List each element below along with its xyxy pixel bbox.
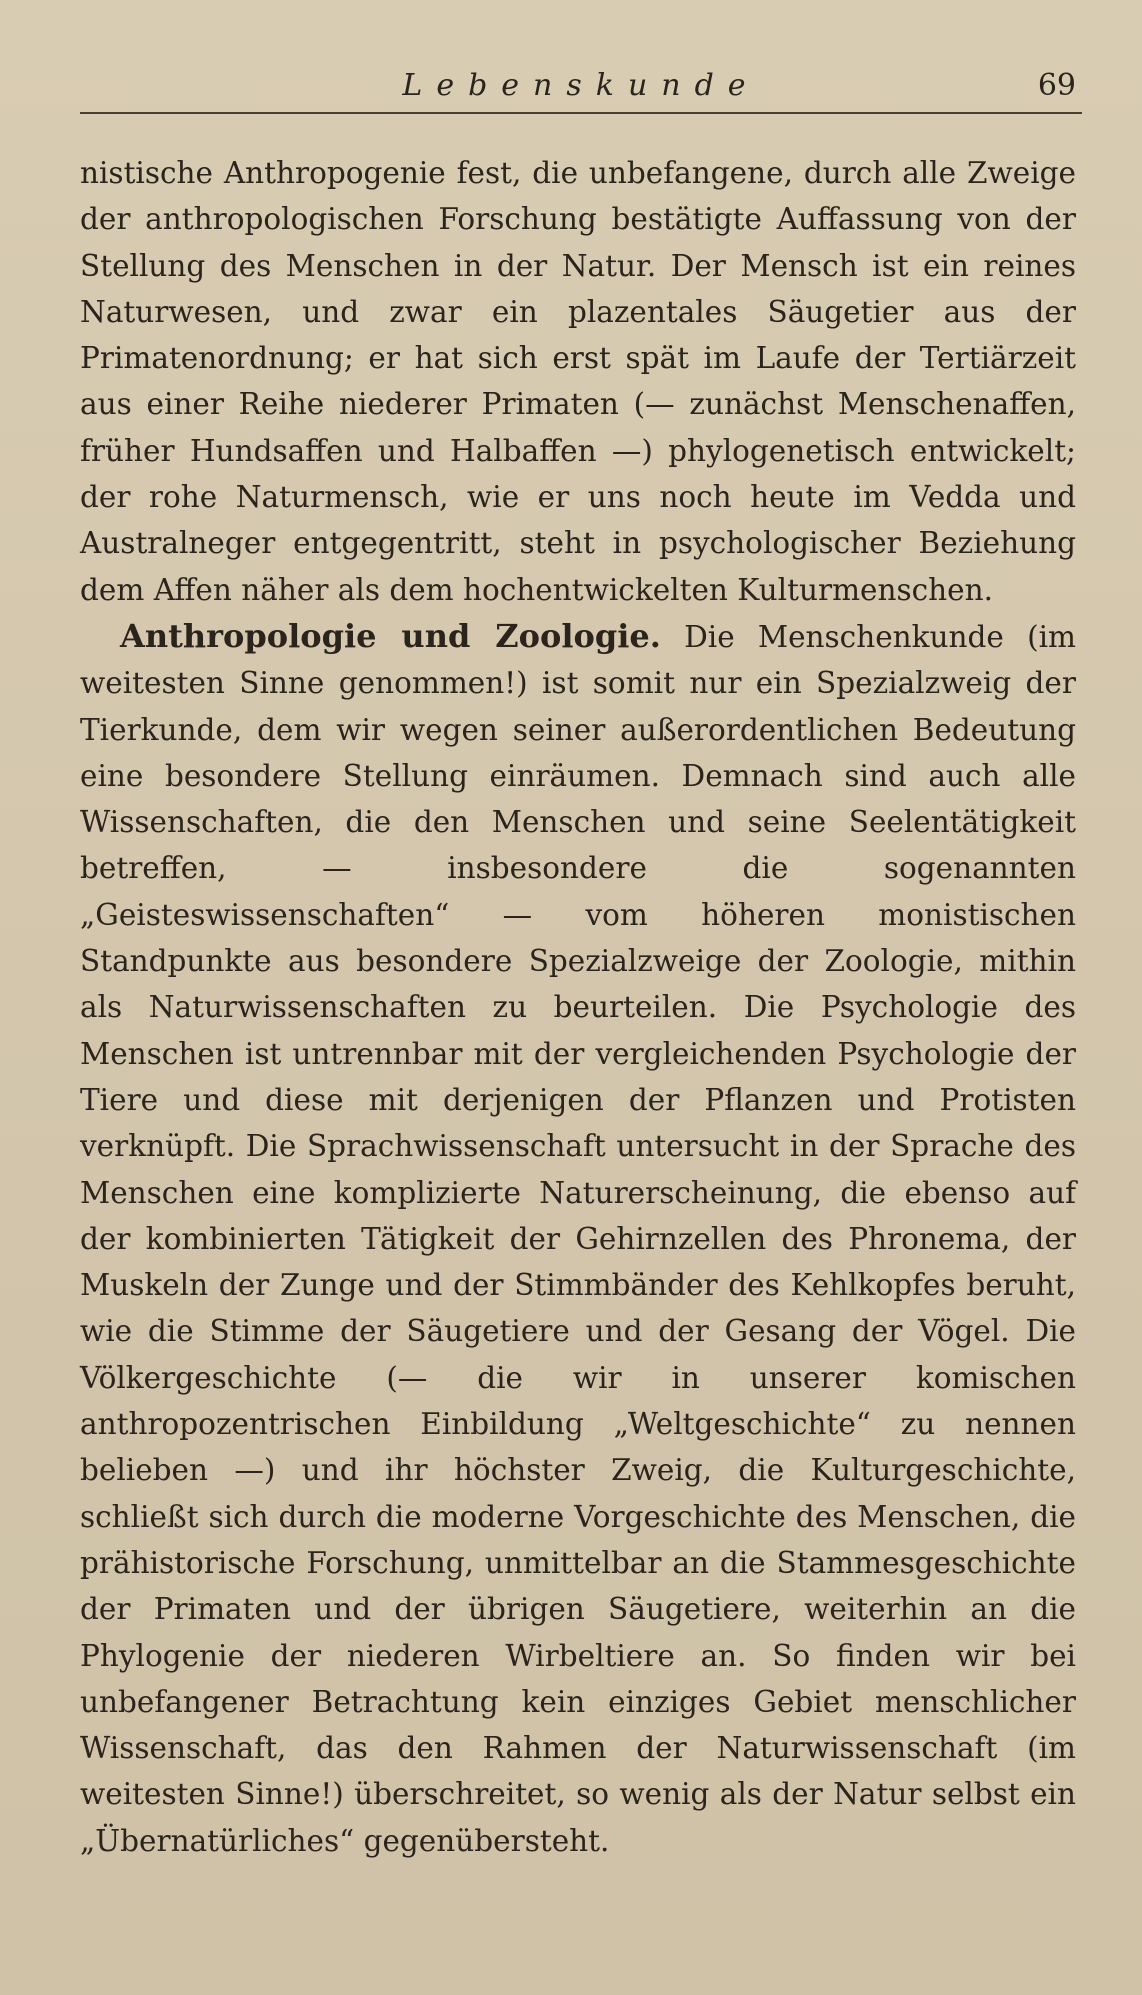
page-header [80,62,1082,114]
paragraph [80,150,1076,613]
paragraph-text: Die Menschenkunde (im weitesten Sinne genommen!) ist somit nur ein Spezialzweig der Tierkunde, dem wir wegen seiner außerordentlichen Bedeutung eine besondere Stellung einräumen. Demnach sind auch alle Wissenschaften, die den Menschen und seine Seelentätigkeit betreffen, — insbesondere die sogenannten „Geisteswissenschaften“ — vom höheren monistischen Standpunkte aus besondere Spezialzweige der Zoologie, mithin als Naturwissenschaften zu beurteilen. Die Psychologie des Menschen ist untrennbar mit der vergleichenden Psychologie der Tiere und diese mit derjenigen der Pflanzen und Protisten verknüpft. Die Sprachwissenschaft untersucht in der Sprache des Menschen eine komplizierte Naturerscheinung, die ebenso auf der kombinierten Tätigkeit der Gehirnzellen des Phronema, der Muskeln der Zunge und der Stimmbänder des Kehlkopfes beruht, wie die Stimme der Säugetiere und der Gesang der Vögel. Die Völkergeschichte (— die wir in unserer komischen anthropozentrischen Einbildung „Weltgeschichte“ zu nennen belieben —) und ihr höchster Zweig, die Kulturgeschichte, schließt sich durch die moderne Vorgeschichte des Menschen, die prähistorische Forschung, unmittelbar an die Stammesgeschichte der Primaten und der übrigen Säugetiere, weiterhin an die Phylogenie der niederen Wirbeltiere an. So finden wir bei unbefangener Betrachtung kein einziges Gebiet menschlicher Wissenschaft, das den Rahmen der Naturwissenschaft (im weitesten Sinne!) überschreitet, so wenig als der Natur selbst ein „Übernatürliches“ gegenübersteht. [80,619,1076,1858]
page-body [80,150,1076,1864]
paragraph-text: nistische Anthropogenie fest, die unbefangene, durch alle Zweige der anthropologischen Forschung bestätigte Auffassung von der Stellung des Menschen in der Natur. Der Mensch ist ein reines Naturwesen, und zwar ein plazentales Säugetier aus der Primatenordnung; er hat sich erst spät im Laufe der Tertiärzeit aus einer Reihe niederer Primaten (— zunächst Menschenaffen, früher Hundsaffen und Halbaffen —) phylogenetisch entwickelt; der rohe Naturmensch, wie er uns noch heute im Vedda und Australneger entgegentritt, steht in psychologischer Beziehung dem Affen näher als dem hochentwickelten Kulturmenschen. [80,156,1076,607]
paragraph [80,613,1076,1864]
page-number: 69 [1037,68,1076,103]
running-title: Lebenskunde [402,68,760,103]
section-heading: Anthropologie und Zoologie. [120,616,661,655]
